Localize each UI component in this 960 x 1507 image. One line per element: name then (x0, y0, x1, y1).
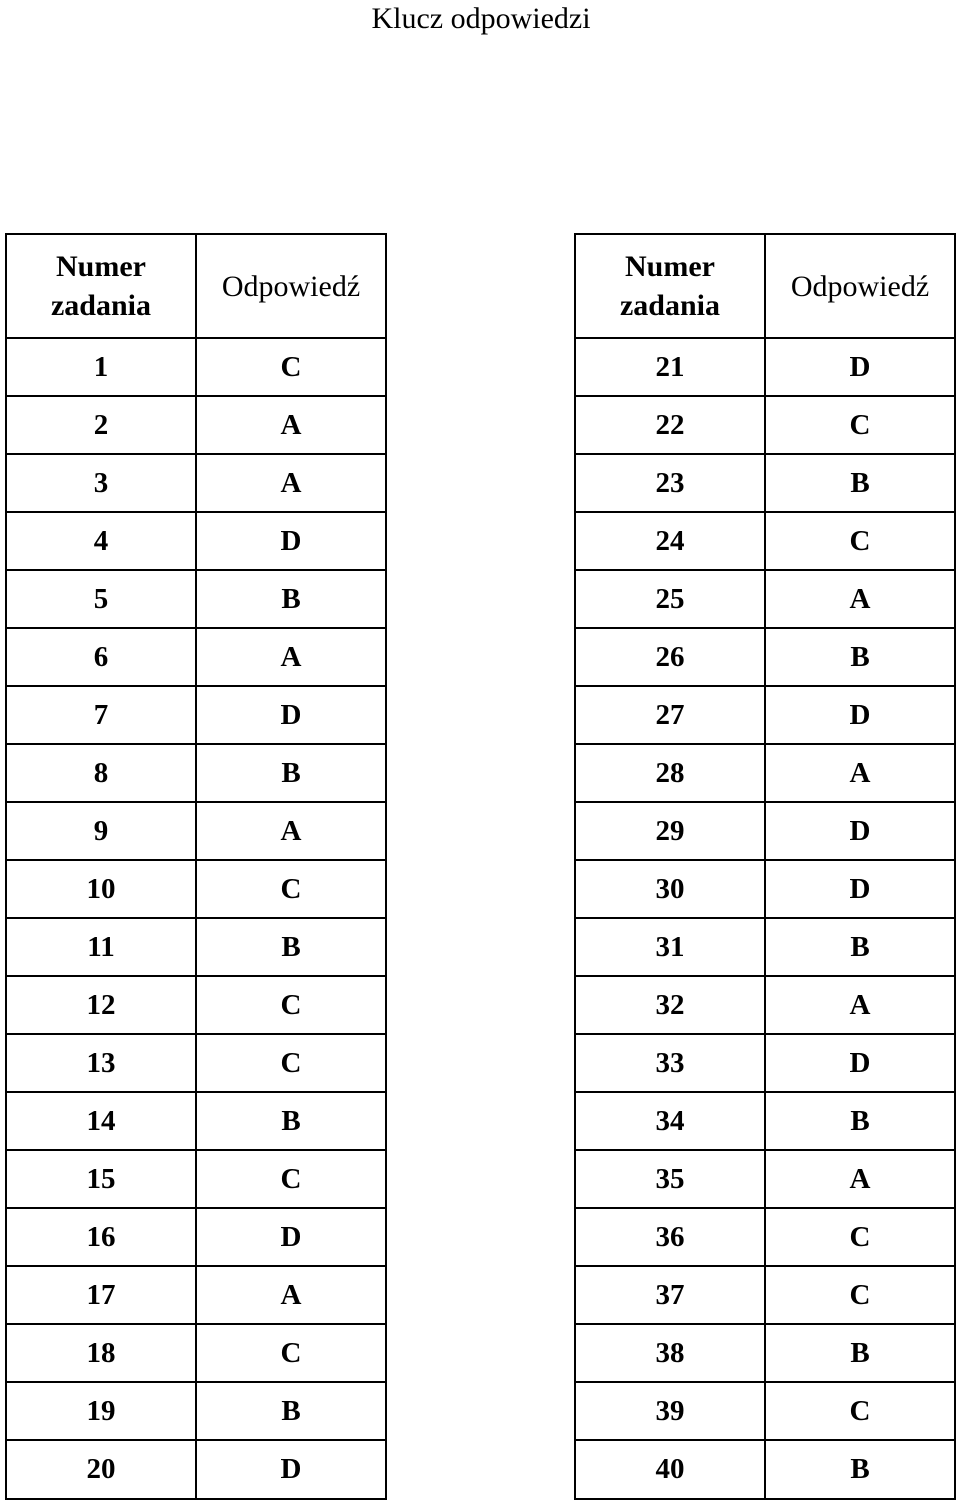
column-header-number-line1: Numer (56, 250, 146, 283)
question-number-cell: 40 (575, 1440, 765, 1499)
answer-cell: C (196, 976, 386, 1034)
column-header-number (6, 234, 196, 338)
table-row (575, 686, 955, 744)
answer-cell: D (196, 512, 386, 570)
question-number-cell: 38 (575, 1324, 765, 1382)
table-row (575, 1324, 955, 1382)
question-number-cell: 17 (6, 1266, 196, 1324)
answer-cell: A (765, 570, 955, 628)
question-number-cell: 33 (575, 1034, 765, 1092)
answer-cell: C (765, 1382, 955, 1440)
table-row (6, 860, 386, 918)
table-row (575, 338, 955, 396)
table-row (575, 1092, 955, 1150)
question-number-cell: 22 (575, 396, 765, 454)
table-row (6, 1208, 386, 1266)
question-number-cell: 5 (6, 570, 196, 628)
question-number-cell: 28 (575, 744, 765, 802)
answer-cell: B (196, 1092, 386, 1150)
question-number-cell: 8 (6, 744, 196, 802)
table-row (575, 976, 955, 1034)
question-number-cell: 3 (6, 454, 196, 512)
answer-cell: B (765, 1440, 955, 1499)
answer-cell: C (196, 338, 386, 396)
table-row (6, 338, 386, 396)
column-header-number-line2: zadania (619, 289, 721, 322)
table-row (575, 628, 955, 686)
question-number-cell: 29 (575, 802, 765, 860)
answer-cell: A (765, 976, 955, 1034)
table-row (575, 1150, 955, 1208)
question-number-cell: 23 (575, 454, 765, 512)
question-number-cell: 36 (575, 1208, 765, 1266)
answer-cell: B (765, 918, 955, 976)
table-row (6, 1266, 386, 1324)
answer-cell: A (196, 454, 386, 512)
question-number-cell: 1 (6, 338, 196, 396)
answer-cell: B (765, 628, 955, 686)
answer-cell: C (196, 1324, 386, 1382)
column-header-number-line1: Numer (625, 250, 715, 283)
question-number-cell: 39 (575, 1382, 765, 1440)
answer-cell: B (196, 1382, 386, 1440)
answer-cell: B (765, 1092, 955, 1150)
table-row (6, 1034, 386, 1092)
question-number-cell: 37 (575, 1266, 765, 1324)
answer-cell: B (196, 918, 386, 976)
page-title: Klucz odpowiedzi (371, 2, 591, 35)
question-number-cell: 4 (6, 512, 196, 570)
answer-cell: D (765, 860, 955, 918)
question-number-cell: 25 (575, 570, 765, 628)
question-number-cell: 30 (575, 860, 765, 918)
answer-cell: B (765, 454, 955, 512)
question-number-cell: 26 (575, 628, 765, 686)
table-row (575, 744, 955, 802)
table-row (575, 396, 955, 454)
table-row (575, 1208, 955, 1266)
question-number-cell: 13 (6, 1034, 196, 1092)
answer-cell: C (765, 1266, 955, 1324)
column-header-number (575, 234, 765, 338)
table-row (6, 1150, 386, 1208)
question-number-cell: 9 (6, 802, 196, 860)
answer-table-left (5, 233, 387, 1500)
table-row (6, 628, 386, 686)
question-number-cell: 19 (6, 1382, 196, 1440)
question-number-cell: 27 (575, 686, 765, 744)
table-row (575, 1266, 955, 1324)
table-header-row (6, 234, 386, 338)
table-row (6, 512, 386, 570)
table-row (6, 1440, 386, 1499)
answer-cell: D (765, 1034, 955, 1092)
question-number-cell: 31 (575, 918, 765, 976)
table-row (6, 976, 386, 1034)
answer-cell: D (765, 802, 955, 860)
table-row (575, 860, 955, 918)
answer-cell: D (196, 1208, 386, 1266)
question-number-cell: 12 (6, 976, 196, 1034)
answer-cell: C (765, 1208, 955, 1266)
table-row (6, 1324, 386, 1382)
question-number-cell: 24 (575, 512, 765, 570)
table-row (575, 918, 955, 976)
question-number-cell: 14 (6, 1092, 196, 1150)
question-number-cell: 2 (6, 396, 196, 454)
answer-table-right (574, 233, 956, 1500)
answer-cell: A (765, 744, 955, 802)
question-number-cell: 34 (575, 1092, 765, 1150)
table-row (575, 512, 955, 570)
table-row (575, 1382, 955, 1440)
question-number-cell: 35 (575, 1150, 765, 1208)
column-header-number-line2: zadania (50, 289, 152, 322)
question-number-cell: 18 (6, 1324, 196, 1382)
answer-cell: D (765, 686, 955, 744)
question-number-cell: 10 (6, 860, 196, 918)
answer-cell: A (196, 802, 386, 860)
table-row (6, 802, 386, 860)
question-number-cell: 15 (6, 1150, 196, 1208)
answer-cell: A (196, 1266, 386, 1324)
answer-cell: C (196, 860, 386, 918)
question-number-cell: 7 (6, 686, 196, 744)
table-row (575, 570, 955, 628)
question-number-cell: 11 (6, 918, 196, 976)
answer-cell: B (765, 1324, 955, 1382)
question-number-cell: 16 (6, 1208, 196, 1266)
answer-table-left-body (6, 338, 386, 1499)
table-row (575, 802, 955, 860)
table-row (6, 686, 386, 744)
answer-cell: A (765, 1150, 955, 1208)
table-row (575, 454, 955, 512)
question-number-cell: 20 (6, 1440, 196, 1499)
column-header-answer: Odpowiedź (765, 234, 955, 338)
table-row (6, 396, 386, 454)
table-row (6, 744, 386, 802)
table-header-row (575, 234, 955, 338)
question-number-cell: 32 (575, 976, 765, 1034)
column-header-answer: Odpowiedź (196, 234, 386, 338)
table-row (6, 1382, 386, 1440)
table-row (575, 1034, 955, 1092)
answer-cell: C (196, 1150, 386, 1208)
question-number-cell: 6 (6, 628, 196, 686)
answer-cell: B (196, 744, 386, 802)
answer-cell: C (196, 1034, 386, 1092)
answer-cell: D (196, 1440, 386, 1499)
answer-cell: C (765, 512, 955, 570)
question-number-cell: 21 (575, 338, 765, 396)
answer-cell: A (196, 396, 386, 454)
table-row (6, 454, 386, 512)
answer-cell: D (196, 686, 386, 744)
answer-cell: C (765, 396, 955, 454)
answer-table-right-body (575, 338, 955, 1499)
answer-cell: A (196, 628, 386, 686)
table-row (6, 918, 386, 976)
table-row (6, 1092, 386, 1150)
table-row (6, 570, 386, 628)
table-row (575, 1440, 955, 1499)
answer-cell: D (765, 338, 955, 396)
answer-cell: B (196, 570, 386, 628)
